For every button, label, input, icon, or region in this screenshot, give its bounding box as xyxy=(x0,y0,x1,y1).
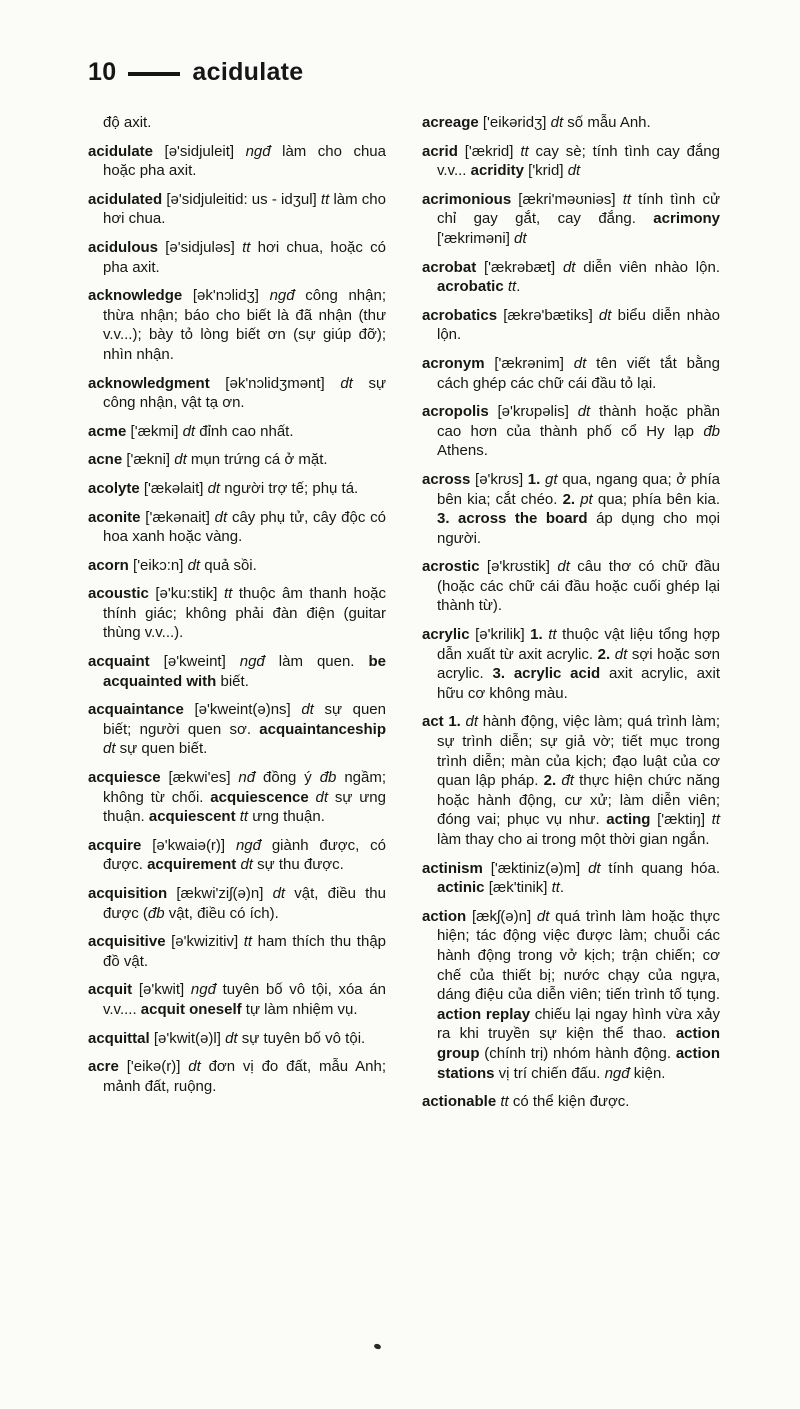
entry-text: áp dụng cho mọi người. xyxy=(437,510,720,547)
entry-text: axit acrylic, axit hữu cơ không màu. xyxy=(437,665,721,702)
entry-text: qua; phía bên kia. xyxy=(592,490,720,508)
entry-text: ưng thuận. xyxy=(248,808,325,826)
entry-pos-tag: tt xyxy=(239,808,249,826)
entry-text: sự quen biết; người quen sơ. xyxy=(103,701,386,738)
entry-text: ngầm; không từ chối. xyxy=(103,769,387,806)
entry-text: độ axit. xyxy=(103,114,152,131)
entry-pos-tag: tt xyxy=(242,238,251,256)
entry-pos-tag: dt xyxy=(598,306,612,324)
entry-text: [ə'kwit] xyxy=(132,981,191,999)
entry-text: [ə'ku:stik] xyxy=(148,585,224,603)
entry-text: giành được, có được. xyxy=(103,836,386,874)
left-column xyxy=(88,113,386,1121)
dictionary-entry xyxy=(422,402,720,461)
entry-pos-tag: dt xyxy=(577,403,591,421)
entry-pos-tag: dt xyxy=(588,859,601,877)
entry-text: câu thơ có chữ đầu (hoặc các chữ cái đầu hoặc cuối ghép lại thành từ). xyxy=(437,558,721,615)
dictionary-entry xyxy=(88,142,386,181)
dictionary-entry xyxy=(422,1092,720,1112)
header-dash-rule xyxy=(128,72,180,76)
entry-pos-tag: dt xyxy=(188,1058,201,1076)
entry-pos-tag: ngđ xyxy=(239,653,265,671)
entry-text: [ə'kweint] xyxy=(149,653,240,671)
scan-speck xyxy=(373,1343,381,1350)
dictionary-entry xyxy=(88,556,386,576)
entry-text: ['ækənait] xyxy=(140,508,215,526)
dictionary-entry xyxy=(88,422,386,442)
entry-text: ['ækəlait] xyxy=(139,479,208,497)
entry-text: cây phụ tử, cây độc có hoa xanh hoặc vàng. xyxy=(103,508,386,546)
entry-pos-tag: ngđ xyxy=(269,287,295,305)
dictionary-entry xyxy=(422,470,720,548)
entry-text: chiếu lại ngay hình vừa xảy ra khi truyền sự kiện thể thao. xyxy=(437,1005,720,1043)
entry-text: có thể kiện được. xyxy=(508,1093,630,1111)
entry-bold-text: acidulate xyxy=(88,142,154,160)
entry-text: [ækrə'bætiks] xyxy=(497,306,599,324)
entry-pos-tag: đb xyxy=(319,769,337,787)
entry-pos-tag: tt xyxy=(711,811,721,829)
entry-pos-tag: nđ xyxy=(238,769,256,787)
entry-pos-tag: dt xyxy=(182,422,196,440)
entry-bold-text: acme xyxy=(88,422,127,440)
entry-text: ['ækni] xyxy=(122,451,175,469)
entry-text: ['eikə(r)] xyxy=(118,1058,189,1076)
entry-pos-tag: dt xyxy=(272,885,286,902)
entry-bold-text: actinism xyxy=(422,859,483,877)
dictionary-entry xyxy=(422,859,720,898)
entry-bold-text: 2. xyxy=(543,772,557,790)
entry-bold-text: acknowledge xyxy=(88,287,183,305)
entry-bold-text: acquisition xyxy=(88,885,168,902)
entry-text: thực hiện chức năng hoặc hành động, cư xử; làm diễn viên; đóng vai; phục vụ như. xyxy=(437,772,720,829)
entry-text: hành động, việc làm; quá trình làm; sự trình diễn; sự giả vờ; tiết mục trong trình diễn; màn của kịch; đạo luật của cơ quan lập pháp. xyxy=(437,713,720,790)
entry-text: mụn trứng cá ở mặt. xyxy=(186,451,328,469)
guide-word: acidulate xyxy=(192,58,304,86)
entry-text: [ək'nɔlidʒ] xyxy=(182,287,270,305)
entry-text: . xyxy=(516,278,521,296)
entry-bold-text: acquiesce xyxy=(88,769,161,787)
entry-text: thuộc âm thanh hoặc thính giác; không phải đàn điện (guitar thùng v.v...). xyxy=(103,585,387,642)
dictionary-entry xyxy=(422,190,720,249)
entry-text: cay sè; tính tình cay đắng v.v... xyxy=(437,142,720,180)
entry-pos-tag: tt xyxy=(520,142,529,160)
entry-pos-tag: đb xyxy=(147,904,165,922)
entry-pos-tag: đb xyxy=(703,422,720,440)
entry-text: ['krid] xyxy=(523,162,568,180)
entry-text: hơi chua, hoặc có pha axit. xyxy=(103,238,386,276)
entry-text: ['ækrid] xyxy=(457,142,521,160)
entry-pos-tag: ngđ xyxy=(604,1064,630,1082)
entry-pos-tag: ngđ xyxy=(235,836,261,854)
dictionary-entry xyxy=(422,113,720,133)
entry-bold-text: acreage xyxy=(422,114,479,131)
entry-text: ham thích thu thập đồ vật. xyxy=(103,933,387,970)
entry-bold-text: act 1. xyxy=(422,713,461,731)
dictionary-entry xyxy=(422,625,720,703)
entry-pos-tag: dt xyxy=(207,479,221,497)
entry-bold-text: acoustic xyxy=(88,585,149,603)
entry-text: [ə'kwaiə(r)] xyxy=(141,836,236,854)
entry-bold-text: acrostic xyxy=(422,558,480,576)
entry-text: ['æktiniz(ə)m] xyxy=(482,859,589,877)
entry-bold-text: acquit xyxy=(88,981,133,999)
entry-bold-text: acquire xyxy=(88,836,142,854)
entry-pos-tag: ngđ xyxy=(190,981,216,999)
entry-text: sự quen biết. xyxy=(115,740,208,758)
entry-text: thuộc vật liệu tổng hợp dẫn xuất từ axit acrylic. xyxy=(437,626,721,663)
entry-text xyxy=(309,789,316,806)
entry-text: tự làm nhiệm vụ. xyxy=(241,1000,358,1018)
dictionary-entry xyxy=(422,142,720,181)
entry-text: số mẫu Anh. xyxy=(563,114,651,131)
entry-text: đỉnh cao nhất. xyxy=(195,422,294,440)
entry-bold-text: actinic xyxy=(437,879,485,897)
entry-bold-text: 2. xyxy=(562,490,576,508)
entry-pos-tag: dt xyxy=(573,354,587,372)
entry-text: [ækri'məʊniəs] xyxy=(511,190,623,208)
dictionary-entry xyxy=(88,190,386,229)
entry-pos-tag: tt xyxy=(548,626,557,644)
entry-bold-text: acrylic xyxy=(422,626,470,644)
entry-bold-text: acrimony xyxy=(653,210,720,228)
entry-text: (chính trị) nhóm hành động. xyxy=(479,1044,676,1062)
entry-bold-text: acquirement xyxy=(147,856,237,874)
entry-text: [ə'kweint(ə)ns] xyxy=(183,701,302,719)
entry-bold-text: aconite xyxy=(88,508,141,526)
entry-bold-text: acropolis xyxy=(422,403,489,421)
entry-text: tên viết tắt bằng cách ghép các chữ cái đầu tỏ lại. xyxy=(437,354,720,392)
entry-pos-tag: dt xyxy=(536,907,550,925)
entry-text: [ə'kwizitiv] xyxy=(165,933,244,951)
dictionary-entry xyxy=(88,286,386,364)
entry-text: thành hoặc phần cao hơn của thành phố cổ Hy lạp xyxy=(437,403,721,440)
entry-pos-tag: dt xyxy=(550,114,564,131)
entry-text: . xyxy=(559,879,565,897)
entry-text: biểu diễn nhào lộn. xyxy=(437,306,720,344)
dictionary-entry xyxy=(88,700,386,759)
entry-text: vật, điều có ích). xyxy=(164,904,279,922)
entry-pos-tag: đt xyxy=(561,772,574,790)
dictionary-entry xyxy=(88,768,386,827)
entry-text: [ə'krʊstik] xyxy=(479,558,558,576)
entry-bold-text: acrobatics xyxy=(422,306,498,324)
entry-bold-text: acting xyxy=(606,811,651,829)
page-number: 10 xyxy=(88,58,117,86)
entry-pos-tag: tt xyxy=(320,190,330,208)
entry-pos-tag: pt xyxy=(580,490,593,508)
entry-bold-text: 3. across the board xyxy=(437,510,588,528)
entry-text: sự tuyên bố vô tội. xyxy=(237,1029,366,1047)
dictionary-entry xyxy=(88,932,386,971)
entry-text: sợi hoặc sơn acrylic. xyxy=(437,645,720,683)
entry-pos-tag: tt xyxy=(243,933,253,951)
entry-text: [ə'krʊpəlis] xyxy=(488,403,578,421)
entry-text: [ækʃ(ə)n] xyxy=(466,907,537,925)
entry-pos-tag: ngđ xyxy=(245,142,271,160)
entry-text: sự ưng thuận. xyxy=(103,788,386,826)
entry-text: sự công nhận, vật tạ ơn. xyxy=(103,374,386,412)
entry-text: làm thay cho ai trong một thời gian ngắn. xyxy=(437,831,710,848)
entry-text: ['eikɔ:n] xyxy=(128,556,188,574)
right-column xyxy=(422,113,720,1121)
entry-text: làm cho hơi chua. xyxy=(103,190,386,228)
entry-text: [ækwi'es] xyxy=(160,769,239,787)
entry-text: ['ækrənim] xyxy=(484,354,574,372)
entry-pos-tag: dt xyxy=(301,701,314,719)
entry-pos-tag: tt xyxy=(551,879,560,897)
entry-bold-text: action group xyxy=(437,1025,720,1062)
entry-pos-tag: dt xyxy=(187,556,201,574)
entry-bold-text: acolyte xyxy=(88,479,140,497)
entry-text: [ə'krilik] xyxy=(469,626,531,644)
entry-bold-text: acquisitive xyxy=(88,933,166,951)
entry-text: ['ækriməni] xyxy=(437,229,515,247)
dictionary-entry xyxy=(88,374,386,413)
page-header xyxy=(88,58,720,87)
entry-text: công nhận; thừa nhận; báo cho biết là đã nhận (thư v.v...); bày tỏ lòng biết ơn (sự giúp đỡ); nhìn nhận. xyxy=(103,287,386,363)
entry-text: ['ækmi] xyxy=(126,422,183,440)
entry-bold-text: 2. xyxy=(597,645,611,663)
dictionary-entry xyxy=(88,450,386,470)
dictionary-columns xyxy=(88,113,720,1121)
entry-pos-tag: dt xyxy=(567,162,581,180)
entry-pos-tag: tt xyxy=(223,585,233,603)
entry-text: sự thu được. xyxy=(252,856,344,874)
entry-bold-text: acrid xyxy=(422,142,458,160)
dictionary-entry xyxy=(88,238,386,277)
entry-text: biết. xyxy=(216,672,249,690)
entry-pos-tag: dt xyxy=(557,558,570,576)
entry-bold-text: acquaintanceship xyxy=(259,720,386,738)
entry-bold-text: acrobatic xyxy=(437,278,504,296)
entry-bold-text: acrobat xyxy=(422,258,477,276)
entry-pos-tag: dt xyxy=(103,740,116,758)
entry-bold-text: acne xyxy=(88,451,123,469)
entry-text: kiện. xyxy=(629,1064,666,1082)
entry-text: làm cho chua hoặc pha axit. xyxy=(103,142,386,180)
entry-text: qua, ngang qua; ở phía bên kia; cắt chéo. xyxy=(437,470,721,508)
entry-pos-tag: dt xyxy=(465,713,479,731)
entry-text: vật, điều thu được ( xyxy=(103,885,386,922)
dictionary-entry xyxy=(88,584,386,643)
entry-bold-text: acquit oneself xyxy=(140,1000,242,1018)
dictionary-entry xyxy=(422,907,720,1083)
entry-bold-text: acridity xyxy=(470,162,524,180)
entry-text: [ə'sidjuləs] xyxy=(158,238,243,256)
entry-bold-text: acquiescence xyxy=(210,788,309,806)
dictionary-entry xyxy=(88,1029,386,1049)
entry-text: [ækwi'ziʃ(ə)n] xyxy=(167,885,273,902)
entry-text: tính tình cử chỉ gay gắt, cay đắng. xyxy=(437,190,720,228)
entry-text: [ə'kwit(ə)l] xyxy=(149,1029,226,1047)
entry-bold-text: acquiescent xyxy=(148,808,236,826)
entry-bold-text: acquaint xyxy=(88,653,150,671)
entry-bold-text: action stations xyxy=(437,1044,720,1082)
entry-text: ['eikəridʒ] xyxy=(478,114,551,131)
entry-text: [ə'krʊs] xyxy=(470,470,528,488)
entry-pos-tag: dt xyxy=(562,258,576,276)
entry-bold-text: across xyxy=(422,470,471,488)
entry-pos-tag: tt xyxy=(507,278,517,296)
entry-bold-text: 1. xyxy=(530,626,543,644)
entry-text: tính quang hóa. xyxy=(600,859,720,877)
dictionary-entry xyxy=(422,306,720,345)
entry-pos-tag: dt xyxy=(225,1029,238,1047)
entry-pos-tag: dt xyxy=(514,229,527,247)
entry-bold-text: acronym xyxy=(422,354,485,372)
entry-bold-text: actionable xyxy=(422,1093,497,1111)
dictionary-entry xyxy=(88,884,386,923)
entry-text: ['æktiŋ] xyxy=(650,811,712,829)
entry-pos-tag: dt xyxy=(174,451,187,469)
entry-text: diễn viên nhào lộn. xyxy=(575,258,720,276)
entry-bold-text: acquaintance xyxy=(88,701,184,719)
entry-text: tuyên bố vô tội, xóa án v.v.... xyxy=(103,981,386,1018)
entry-text: Athens. xyxy=(437,442,488,460)
entry-bold-text: 1. xyxy=(527,470,541,488)
entry-bold-text: acidulated xyxy=(88,190,163,208)
entry-text: [ə'sidjuleitid: us - idʒul] xyxy=(162,190,321,208)
dictionary-entry xyxy=(88,652,386,691)
dictionary-entry xyxy=(88,1057,386,1096)
entry-text: đồng ý xyxy=(255,769,320,787)
dictionary-entry xyxy=(422,354,720,393)
entry-text: đơn vị đo đất, mẫu Anh; mảnh đất, ruộng. xyxy=(103,1058,386,1095)
entry-pos-tag: tt xyxy=(622,190,632,208)
dictionary-entry xyxy=(88,508,386,547)
entry-bold-text: be acquainted with xyxy=(103,653,386,690)
entry-bold-text: action replay xyxy=(437,1005,531,1023)
entry-pos-tag: dt xyxy=(315,788,329,806)
entry-pos-tag: dt xyxy=(340,374,353,392)
entry-pos-tag: tt xyxy=(500,1093,509,1111)
dictionary-entry xyxy=(422,712,720,849)
entry-text: làm quen. xyxy=(264,653,369,671)
entry-pos-tag: dt xyxy=(614,645,628,663)
entry-text: người trợ tế; phụ tá. xyxy=(220,479,359,497)
entry-bold-text: acquittal xyxy=(88,1029,150,1047)
entry-text: [ək'nɔlidʒmənt] xyxy=(209,374,341,392)
entry-text: quả sồi. xyxy=(200,556,257,574)
dictionary-entry xyxy=(88,980,386,1019)
dictionary-entry xyxy=(422,557,720,616)
entry-text: [ə'sidjuleit] xyxy=(153,142,246,160)
entry-continuation xyxy=(88,113,386,133)
entry-text: vị trí chiến đấu. xyxy=(494,1064,605,1082)
entry-pos-tag: dt xyxy=(240,856,253,874)
dictionary-entry xyxy=(422,258,720,297)
entry-pos-tag: gt xyxy=(545,470,558,488)
entry-bold-text: acknowledgment xyxy=(88,374,210,392)
entry-bold-text: 3. acrylic acid xyxy=(492,665,601,683)
entry-pos-tag: dt xyxy=(214,508,228,526)
dictionary-entry xyxy=(88,836,386,875)
entry-text: [æk'tinik] xyxy=(484,879,552,897)
entry-bold-text: acre xyxy=(88,1058,119,1076)
entry-bold-text: acrimonious xyxy=(422,190,512,208)
entry-text: quá trình làm hoặc thực hiện; tác động việc được làm; chuỗi các hành động trong vở kịch; trận chiến; cơ chế của thiết bị; nước chạy của ngựa, dáng điệu của diễn viên; tiến trình tố tụng. xyxy=(437,907,720,1004)
dictionary-entry xyxy=(88,479,386,499)
entry-bold-text: action xyxy=(422,907,467,925)
entry-bold-text: acorn xyxy=(88,556,129,574)
entry-text: ['ækrəbæt] xyxy=(476,258,563,276)
entry-bold-text: acidulous xyxy=(88,238,159,256)
